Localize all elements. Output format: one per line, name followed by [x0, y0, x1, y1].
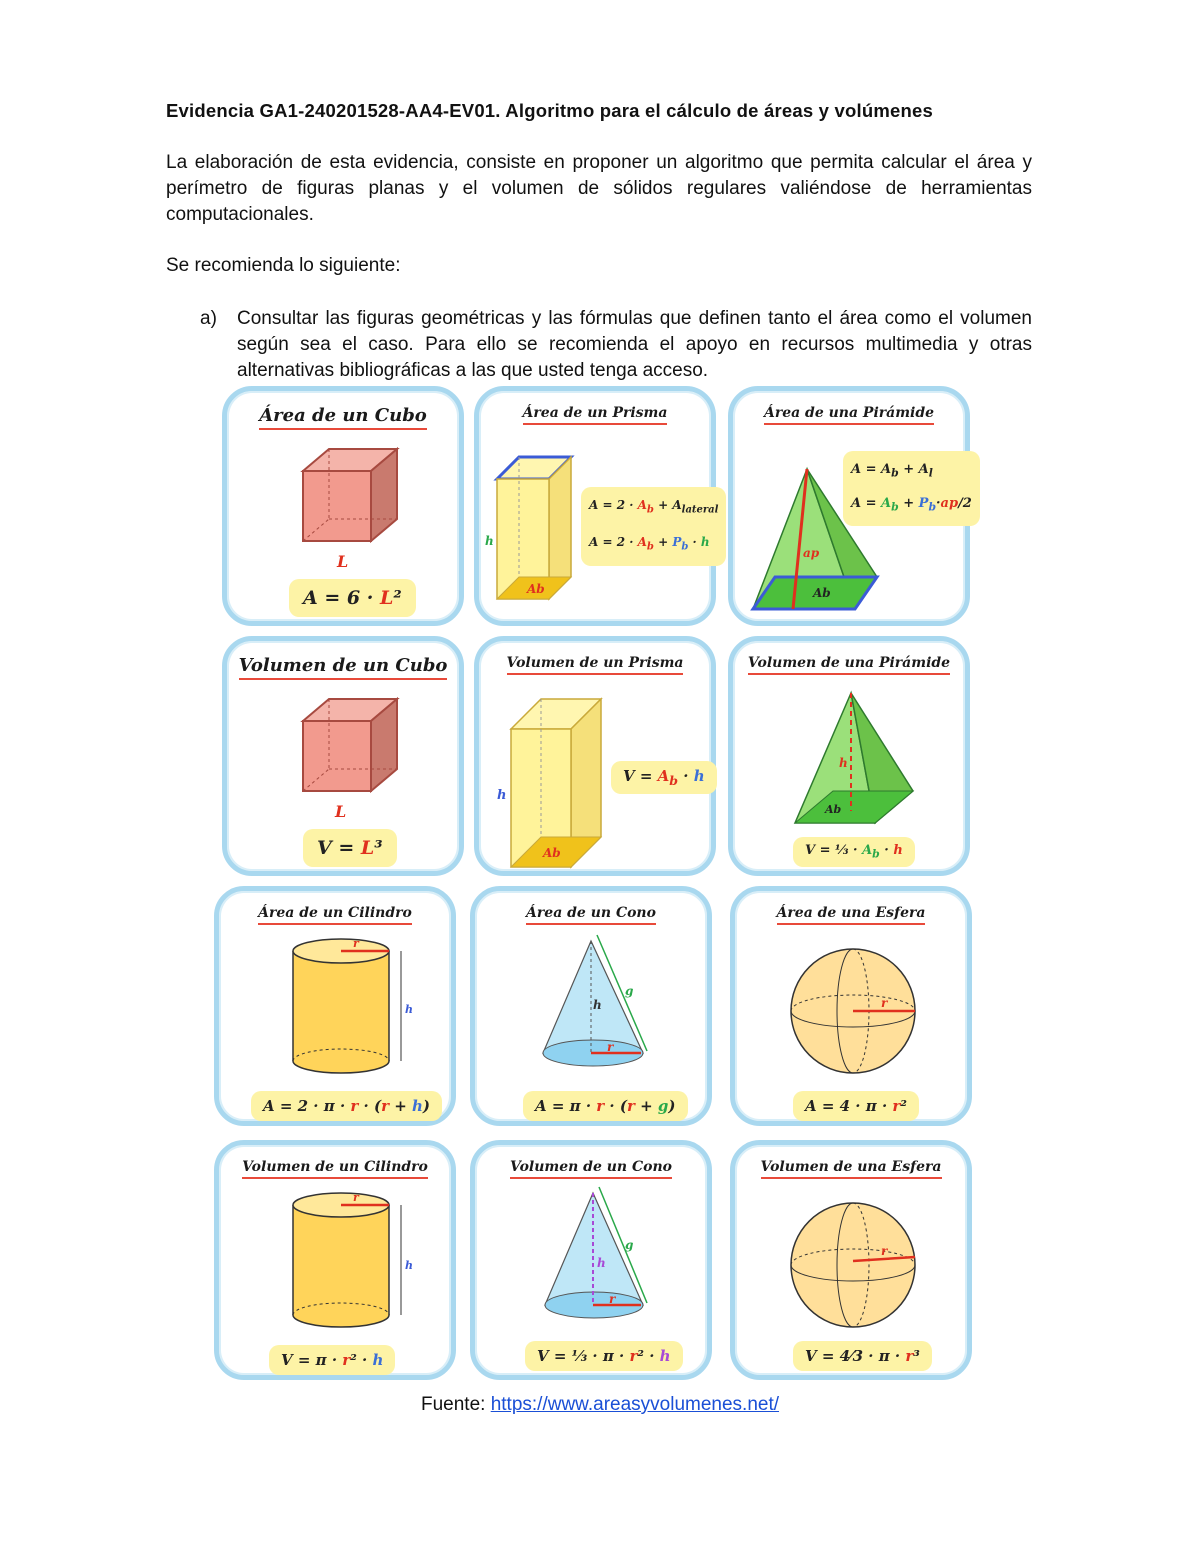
label-g: g [625, 1238, 634, 1252]
card-title: Volumen de un Cubo [239, 655, 448, 680]
document-title: Evidencia GA1-240201528-AA4-EV01. Algoritmo para el cálculo de áreas y volúmenes [166, 100, 933, 121]
label-h: h [485, 534, 494, 548]
card-title: Volumen de un Prisma [507, 655, 684, 675]
formula: V = 4⁄3 · π · r³ [793, 1341, 932, 1371]
intro-paragraph: La elaboración de esta evidencia, consiste en proponer un algoritmo que permita calcular el área y perímetro de figuras planas y el volumen de sólidos regulares valiéndose de herramientas computacionales. [166, 152, 1032, 225]
card-volumen-cubo [222, 636, 464, 876]
card-area-cono [470, 886, 712, 1126]
card-area-esfera [730, 886, 972, 1126]
label-r: r [609, 1292, 616, 1306]
formula: V = L³ [303, 829, 397, 867]
card-title: Volumen de una Pirámide [748, 655, 950, 675]
label-h: h [497, 788, 507, 803]
source-label: Fuente: [420, 1394, 486, 1415]
label-g: g [625, 984, 634, 998]
label-ab: Ab [543, 846, 561, 860]
card-title: Área de un Cono [526, 905, 656, 925]
card-volumen-cilindro [214, 1140, 456, 1380]
card-title: Volumen de un Cono [510, 1159, 672, 1179]
card-area-cilindro [214, 886, 456, 1126]
source-link[interactable]: https://www.areasyvolumenes.net/ [490, 1394, 780, 1415]
source-line [0, 1394, 1200, 1416]
label-r: r [881, 996, 888, 1010]
label-r: r [881, 1244, 888, 1258]
label-h: h [839, 756, 848, 770]
label-r: r [607, 1040, 614, 1054]
card-area-cubo [222, 386, 464, 626]
list-marker: a) [200, 308, 217, 329]
card-title: Área de un Prisma [523, 405, 668, 425]
label-ab: Ab [813, 586, 831, 600]
label-ap: ap [803, 546, 820, 560]
formula: V = ⅓ · π · r² · h [525, 1341, 683, 1371]
card-volumen-esfera [730, 1140, 972, 1380]
card-volumen-prisma [474, 636, 716, 876]
card-title: Área de una Esfera [777, 905, 926, 925]
card-title: Área de una Pirámide [764, 405, 934, 425]
card-title: Volumen de un Cilindro [242, 1159, 428, 1179]
label-h: h [405, 1259, 413, 1272]
formula: V = ⅓ · $A_b \cdot h$ [793, 837, 915, 867]
label-h: h [405, 1003, 413, 1016]
formula: A = 6 · L² [289, 579, 416, 617]
label-h: h [597, 1256, 606, 1270]
label-ab: Ab [527, 582, 545, 596]
formula: A = 4 · π · r² [793, 1091, 919, 1121]
card-title: Área de un Cubo [259, 405, 427, 430]
card-volumen-piramide [728, 636, 970, 876]
formula: A = π · r · (r + g) [523, 1091, 688, 1121]
formula: V = π · r² · h [269, 1345, 395, 1375]
label-ab: Ab [825, 803, 842, 816]
card-area-piramide [728, 386, 970, 626]
card-title: Volumen de una Esfera [761, 1159, 942, 1179]
label-r: r [353, 937, 359, 950]
recommend-text: Se recomienda lo siguiente: [166, 255, 401, 276]
label-l: L [337, 552, 349, 571]
formula: $A = 2 \cdot A_b + A_{lateral}$ $A = 2 \cdot A_b + P_b \cdot h$ [581, 487, 726, 566]
label-l: L [335, 802, 347, 821]
formula: A = 2 · π · r · (r + h) [251, 1091, 442, 1121]
list-item-text: Consultar las figuras geométricas y las fórmulas que definen tanto el área como el volumen según sea el caso. Para ello se recomienda el apoyo en recursos multimedia y otras alternativas bibliográficas a las que usted tenga acceso. [237, 308, 1032, 381]
card-area-prisma [474, 386, 719, 626]
label-r: r [353, 1191, 359, 1204]
card-volumen-cono [470, 1140, 712, 1380]
card-title: Área de un Cilindro [258, 905, 412, 925]
label-h: h [593, 998, 602, 1012]
formula: $V = A_b \cdot h$ [611, 761, 717, 794]
formula: $A = A_b + A_l$ $A = A_b + P_b\cdot ap/2$ [843, 451, 980, 526]
